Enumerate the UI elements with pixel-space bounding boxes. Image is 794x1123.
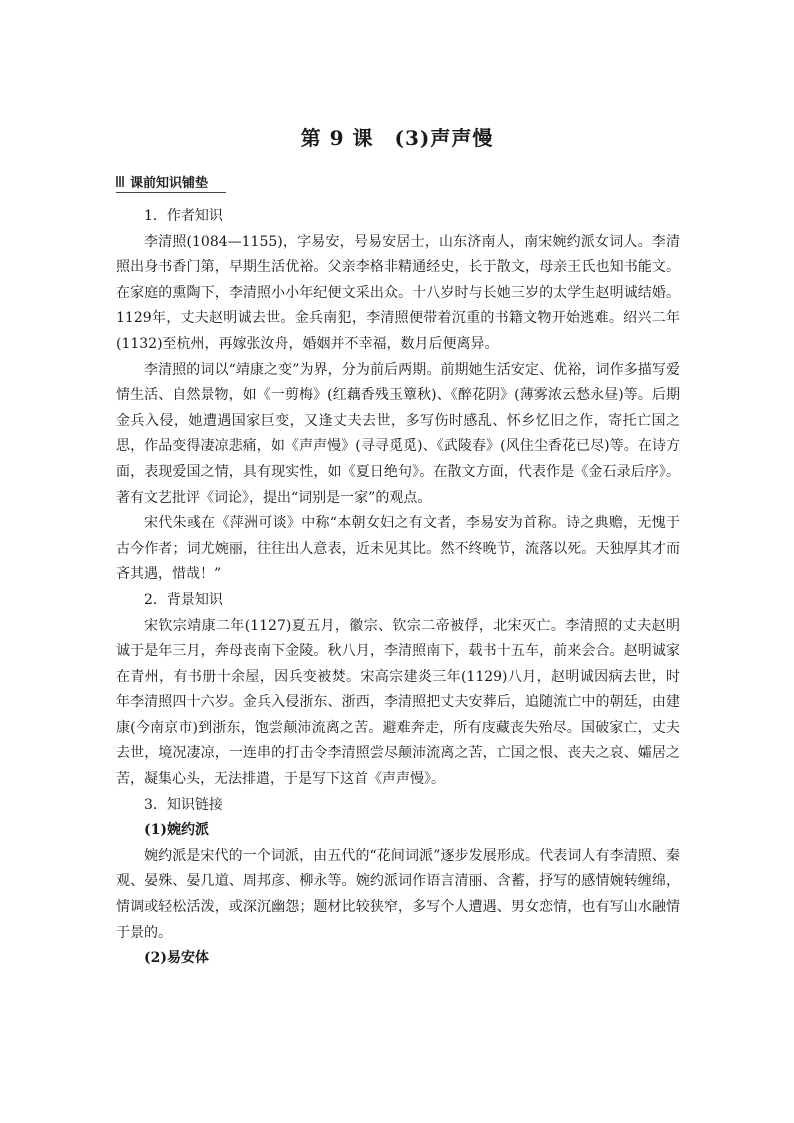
paragraph: 宋代朱彧在《萍洲可谈》中称“本朝女妇之有文者，李易安为首称。诗之典赡，无愧于古今作者；词尤婉丽，往往出人意表，近未见其比。然不终晚节，流落以死。天独厚其才而吝其遇，惜哉！”	[116, 515, 680, 583]
section-underline	[116, 192, 226, 193]
heading-background: 2．背景知识	[144, 591, 223, 608]
subheading-wanyue: (1)婉约派	[144, 822, 209, 839]
section-label-text: 课前知识铺垫	[130, 175, 209, 191]
body-content	[116, 204, 680, 972]
section-label	[116, 172, 226, 190]
paragraph: 李清照的词以“靖康之变”为界，分为前后两期。前期她生活安定、优裕，词作多描写爱情生活、自然景物，如《一剪梅》(红藕香残玉簟秋)、《醉花阴》(薄雾浓云愁永昼)等。后期金兵入侵，她遭遇国家巨变，又逢丈夫去世，多写伤时感乱、怀乡忆旧之作，寄托亡国之思，作品变得凄凉悲痛，如《声声慢》(寻寻觅觅)、《武陵春》(风住尘香花已尽)等。在诗方面，表现爱国之情，具有现实性，如《夏日绝句》。在散文方面，代表作是《金石录后序》。著有文艺批评《词论》，提出“词别是一家”的观点。	[116, 361, 680, 506]
heading-knowledge-link: 3．知识链接	[144, 796, 223, 813]
heading-author: 1．作者知识	[144, 208, 223, 224]
paragraph: 婉约派是宋代的一个词派，由五代的“花间词派”逐步发展形成。代表词人有李清照、秦观、晏殊、晏几道、周邦彦、柳永等。婉约派词作语言清丽、含蓄，抒写的感情婉转缠绵，情调或轻松活泼，或深沉幽怨；题材比较狭窄，多写个人遭遇、男女恋情，也有写山水融情于景的。	[116, 847, 680, 941]
section-marker-icon	[116, 176, 124, 187]
paragraph: 李清照(1084—1155)，字易安，号易安居士，山东济南人，南宋婉约派女词人。李清照出身书香门第，早期生活优裕。父亲李格非精通经史，长于散文，母亲王氏也知书能文。在家庭的熏陶下，李清照小小年纪便文采出众。十八岁时与长她三岁的太学生赵明诚结婚。1129年，丈夫赵明诚去世。金兵南犯，李清照便带着沉重的书籍文物开始逃难。绍兴二年(1132)至杭州，再嫁张汝舟，婚姻并不幸福，数月后便离异。	[116, 233, 680, 352]
subheading-yian-style: (2)易安体	[144, 950, 209, 967]
page-title: 第 9 课 (3)声声慢	[300, 126, 494, 150]
paragraph: 宋钦宗靖康二年(1127)夏五月，徽宗、钦宗二帝被俘，北宋灭亡。李清照的丈夫赵明诚于是年三月，奔母丧南下金陵。秋八月，李清照南下，载书十五车，前来会合。赵明诚家在青州，有书册十余屋，因兵变被焚。宋高宗建炎三年(1129)八月，赵明诚因病去世，时年李清照四十六岁。金兵入侵浙东、浙西，李清照把丈夫安葬后，追随流亡中的朝廷，由建康(今南京市)到浙东，饱尝颠沛流离之苦。避难奔走，所有庋藏丧失殆尽。国破家亡，丈夫去世，境况凄凉，一连串的打击令李清照尝尽颠沛流离之苦，亡国之恨、丧夫之哀、孀居之苦，凝集心头，无法排遣，于是写下这首《声声慢》。	[116, 617, 680, 788]
